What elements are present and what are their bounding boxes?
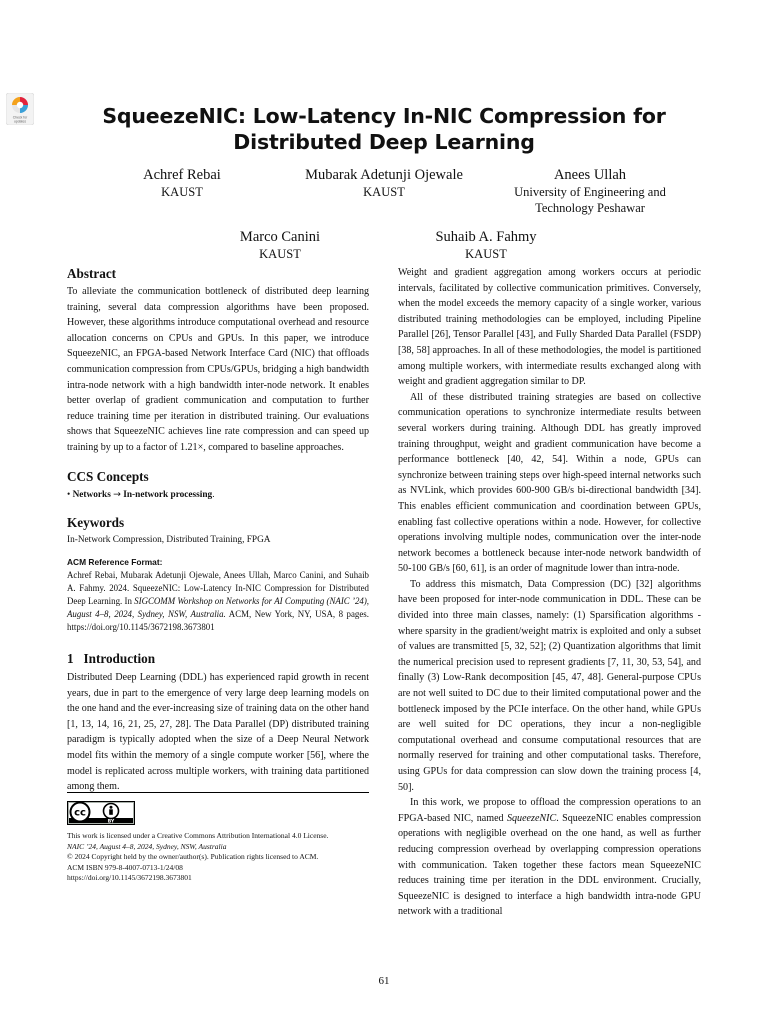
abstract-text: To alleviate the communication bottleneck of distributed deep learning training, several data compression algorithms have been proposed. However, these algorithms introduce computational overhead and resource allocation concerns on CPUs and GPUs. In this paper, we introduce SqueezeNIC, an FPGA-based Network Interface Card (NIC) that offloads communication compression from CPUs/GPUs, bridging a high bandwidth intra-node network with a high bandwidth inter-node network. It enables better overlap of gradient communication and computation to further reduce training time per iteration in distributed training. Our evaluations shows that SqueezeNIC achieves line rate compression and can speed up training by up to a factor of 1.21×, compared to baseline approaches. <box>67 286 369 453</box>
paper-title <box>60 103 708 155</box>
ccs-period: . <box>212 490 215 500</box>
acm-isbn: ACM ISBN 979-8-4007-0713-1/24/08 <box>67 862 183 872</box>
author-affiliation: KAUST <box>465 247 507 261</box>
p4-lead: In this work, we propose to offload the compression operations to an FPGA-based NIC, named <box>398 797 701 824</box>
cc-by-license-badge[interactable] <box>67 801 135 825</box>
intro-section-title: Introduction <box>83 651 156 666</box>
author-affiliation-line-2: Technology Peshawar <box>535 201 645 215</box>
acm-ref-venue: SIGCOMM Workshop on Networks for AI Computing (NAIC ’24), August 4–8, 2024, Sydney, NSW, Australia. <box>67 596 369 619</box>
title-line-1: SqueezeNIC: Low-Latency In-NIC Compression for <box>102 104 666 128</box>
abstract-heading: Abstract <box>67 266 117 281</box>
ccs-item-networks: Networks <box>72 490 111 500</box>
author-affiliation-line-1: University of Engineering and <box>514 185 666 199</box>
acm-ref-citation: Achref Rebai, Mubarak Adetunji Ojewale, Anees Ullah, Marco Canini, and Suhaib A. Fahmy. 2024. SqueezeNIC: Low-Latency In-NIC Compression for Distributed Deep Learning. In <box>67 570 369 606</box>
doi-link[interactable]: https://doi.org/10.1145/3672198.3673801 <box>67 873 192 883</box>
keywords-text: In-Network Compression, Distributed Training, FPGA <box>67 535 271 545</box>
ccs-item-in-network: In-network processing <box>123 490 213 500</box>
license-statement: This work is licensed under a Creative Commons Attribution International 4.0 License. <box>67 831 329 840</box>
author-name: Mubarak Adetunji Ojewale <box>305 167 463 183</box>
svg-text:updates: updates <box>13 119 27 124</box>
right-arrow-icon: → <box>113 489 121 500</box>
author-affiliation: KAUST <box>259 247 301 261</box>
body-paragraph-1: Weight and gradient aggregation among workers occurs at periodic intervals, facilitated by collective communication primitives. Conversely, when the model exceeds the memory capacity of a single worker, various distributed training methodologies can be employed, including Pipeline Parallel [26], Tensor Parallel [43], and Fully Sharded Data Parallel (FSDP) [38, 58] approaches. In all of these methodologies, the model is partitioned among multiple workers, with intermediate results exchanged along with weight and gradient aggregation similar to DP. <box>398 267 701 388</box>
author-affiliation: KAUST <box>363 185 405 199</box>
body-paragraph-4 <box>398 795 701 920</box>
acm-ref-text <box>67 569 369 634</box>
acm-ref-heading: ACM Reference Format: <box>67 557 163 567</box>
author-name: Anees Ullah <box>553 167 627 183</box>
p4-rest: . SqueezeNIC enables compression operations with negligible overhead on the one hand, as well as further reducing compression overhead by overlapping compression operations with communication. Taken together these factors mean SqueezeNIC reduces training time per iteration in the DDL environment. Crucially, SqueezeNIC is designed to interface a high bandwidth intra-node GPU network with a traditional <box>398 812 701 918</box>
conference-info: NAIC ’24, August 4–8, 2024, Sydney, NSW, Australia <box>67 841 227 851</box>
author-block-ullah <box>500 166 680 216</box>
svg-text:Check for: Check for <box>12 115 28 120</box>
crossmark-icon <box>6 93 34 125</box>
ccs-heading: CCS Concepts <box>67 469 149 484</box>
footnote-divider <box>67 792 369 793</box>
check-for-updates-badge[interactable] <box>6 93 34 125</box>
page-number: 61 <box>378 975 390 987</box>
title-line-2: Distributed Deep Learning <box>233 130 535 154</box>
svg-text:cc: cc <box>74 807 86 819</box>
right-column-body <box>398 265 701 920</box>
author-block-rebai <box>107 166 257 200</box>
author-block-fahmy <box>411 228 561 262</box>
author-name: Achref Rebai <box>143 167 221 183</box>
ccs-bullet: • <box>67 490 71 500</box>
keywords-heading: Keywords <box>67 515 125 530</box>
p4-system-name: SqueezeNIC <box>506 812 557 824</box>
acm-ref-publisher: ACM, New York, NY, USA, 8 pages. https://doi.org/10.1145/3672198.3673801 <box>67 609 369 632</box>
author-name: Suhaib A. Fahmy <box>435 229 537 245</box>
intro-heading <box>67 651 155 667</box>
body-paragraph-3: To address this mismatch, Data Compression (DC) [32] algorithms have been proposed for inter-node communication in DDL. These can be divided into three main classes, namely: (1) Sparsification algorithms - where sparsity in the gradient/weight matrix is exploited and only a subset of values are transmitted [5, 32, 52]; (2) Quantization algorithms that limit the numerical precision used to represent gradients [7, 11, 30, 53, 54], and finally (3) Low-Rank decomposition [45, 47, 48]. General-purpose CPUs are not well suited to DC due to their limited computational power and the bottleneck imposed by the PCIe interface. On the other hand, while GPUs are well suited for DC operations, they incur a non-negligible computational overhead and consume computational resources that are normally reserved for training and other computational tasks. Therefore, using GPUs for data compression can slow down the training process [4, 50]. <box>398 578 701 793</box>
author-name: Marco Canini <box>239 229 321 245</box>
copyright-notice: © 2024 Copyright held by the owner/author(s). Publication rights licensed to ACM. <box>67 852 319 862</box>
cc-by-icon <box>67 801 135 825</box>
license-block <box>67 831 367 884</box>
author-affiliation: KAUST <box>161 185 203 199</box>
author-block-ojewale <box>284 166 484 200</box>
ccs-concepts <box>67 487 215 504</box>
intro-section-number: 1 <box>67 651 74 666</box>
author-block-canini <box>205 228 355 262</box>
svg-text:BY: BY <box>107 819 115 825</box>
intro-text: Distributed Deep Learning (DDL) has experienced rapid growth in recent years, due in part to the emergence of very large deep learning models on the one hand and the ever-increasing size of training data on the other hand [1, 13, 14, 16, 21, 25, 27, 28]. The Data Parallel (DP) distributed training paradigm is typically adopted when the size of a Deep Neural Network model fits within the memory of a single compute worker [56], where the model is replicated across multiple workers, with training data partitioned among them. <box>67 672 369 793</box>
body-paragraph-2: All of these distributed training strategies are based on collective communication operations to synchronize intermediate results between several workers during training. Although DDL has greatly improved training throughput, weight and gradient communication have become a performance bottleneck [40, 42, 54]. Within a node, GPUs can synchronize between training steps over high-speed internal networks such as NVLink, which provides 600-900 GB/s bi-directional bandwidth [34]. This enables efficient communication and coordination between GPUs, enabling fast collective operations within a node. However, for collective operations involving multiple nodes, communication over the inter-node network becomes a bottleneck because inter-node network bandwidth of 50-100 GB/s [60, 61], is an order of magnitude lower than intra-node. <box>398 391 701 575</box>
